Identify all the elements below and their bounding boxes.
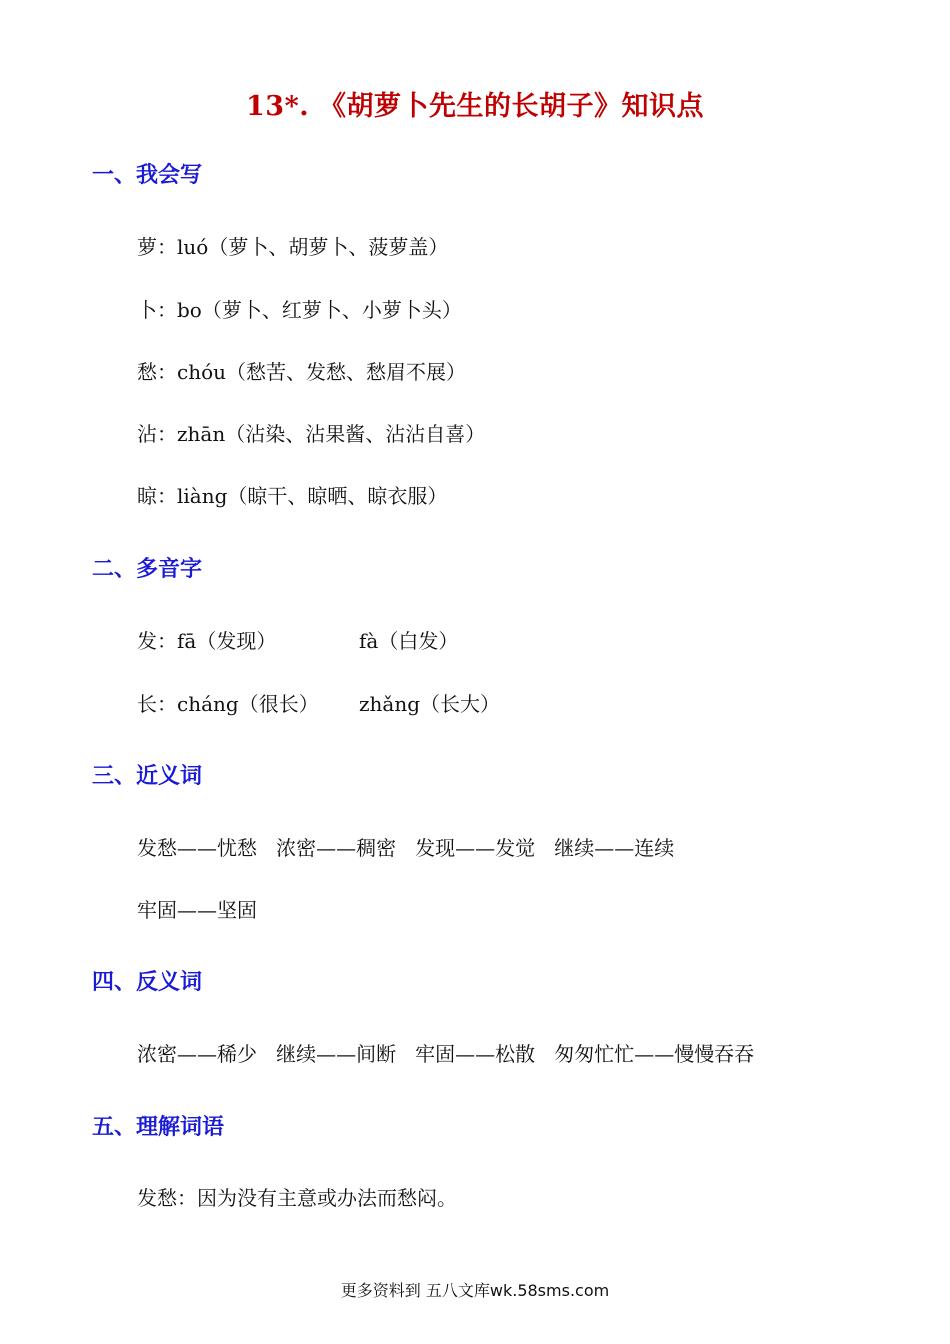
section-heading-polyphone: 二、多音字 (92, 557, 203, 582)
polyphone-reading-2: fà（白发） (359, 629, 459, 653)
section-heading-antonyms: 四、反义词 (92, 970, 203, 995)
synonym-line: 牢固——坚固 (137, 898, 257, 922)
char-item: 晾：liàng（晾干、晾晒、晾衣服） (137, 484, 448, 508)
antonym-line: 浓密——稀少 继续——间断 牢固——松散 匆匆忙忙——慢慢吞吞 (137, 1042, 755, 1066)
synonym-line: 发愁——忧愁 浓密——稠密 发现——发觉 继续——连续 (137, 836, 675, 860)
char-item: 卜：bo（萝卜、红萝卜、小萝卜头） (137, 298, 462, 322)
polyphone-reading-1: 发：fā（发现） (137, 629, 277, 653)
section-heading-synonyms: 三、近义词 (92, 764, 203, 789)
meaning-line: 发愁：因为没有主意或办法而愁闷。 (137, 1186, 457, 1210)
section-heading-meaning: 五、理解词语 (92, 1115, 225, 1140)
char-item: 愁：chóu（愁苦、发愁、愁眉不展） (137, 360, 467, 384)
char-item: 萝：luó（萝卜、胡萝卜、菠萝盖） (137, 235, 449, 259)
page-title: 13*. 《胡萝卜先生的长胡子》知识点 (246, 91, 704, 122)
polyphone-reading-1: 长：cháng（很长） (137, 692, 319, 716)
section-heading-write: 一、我会写 (92, 163, 203, 188)
polyphone-reading-2: zhǎng（长大） (359, 692, 501, 716)
footer-link-text: 更多资料到 五八文库wk.58sms.com (340, 1281, 610, 1300)
char-item: 沾：zhān（沾染、沾果酱、沾沾自喜） (137, 422, 486, 446)
